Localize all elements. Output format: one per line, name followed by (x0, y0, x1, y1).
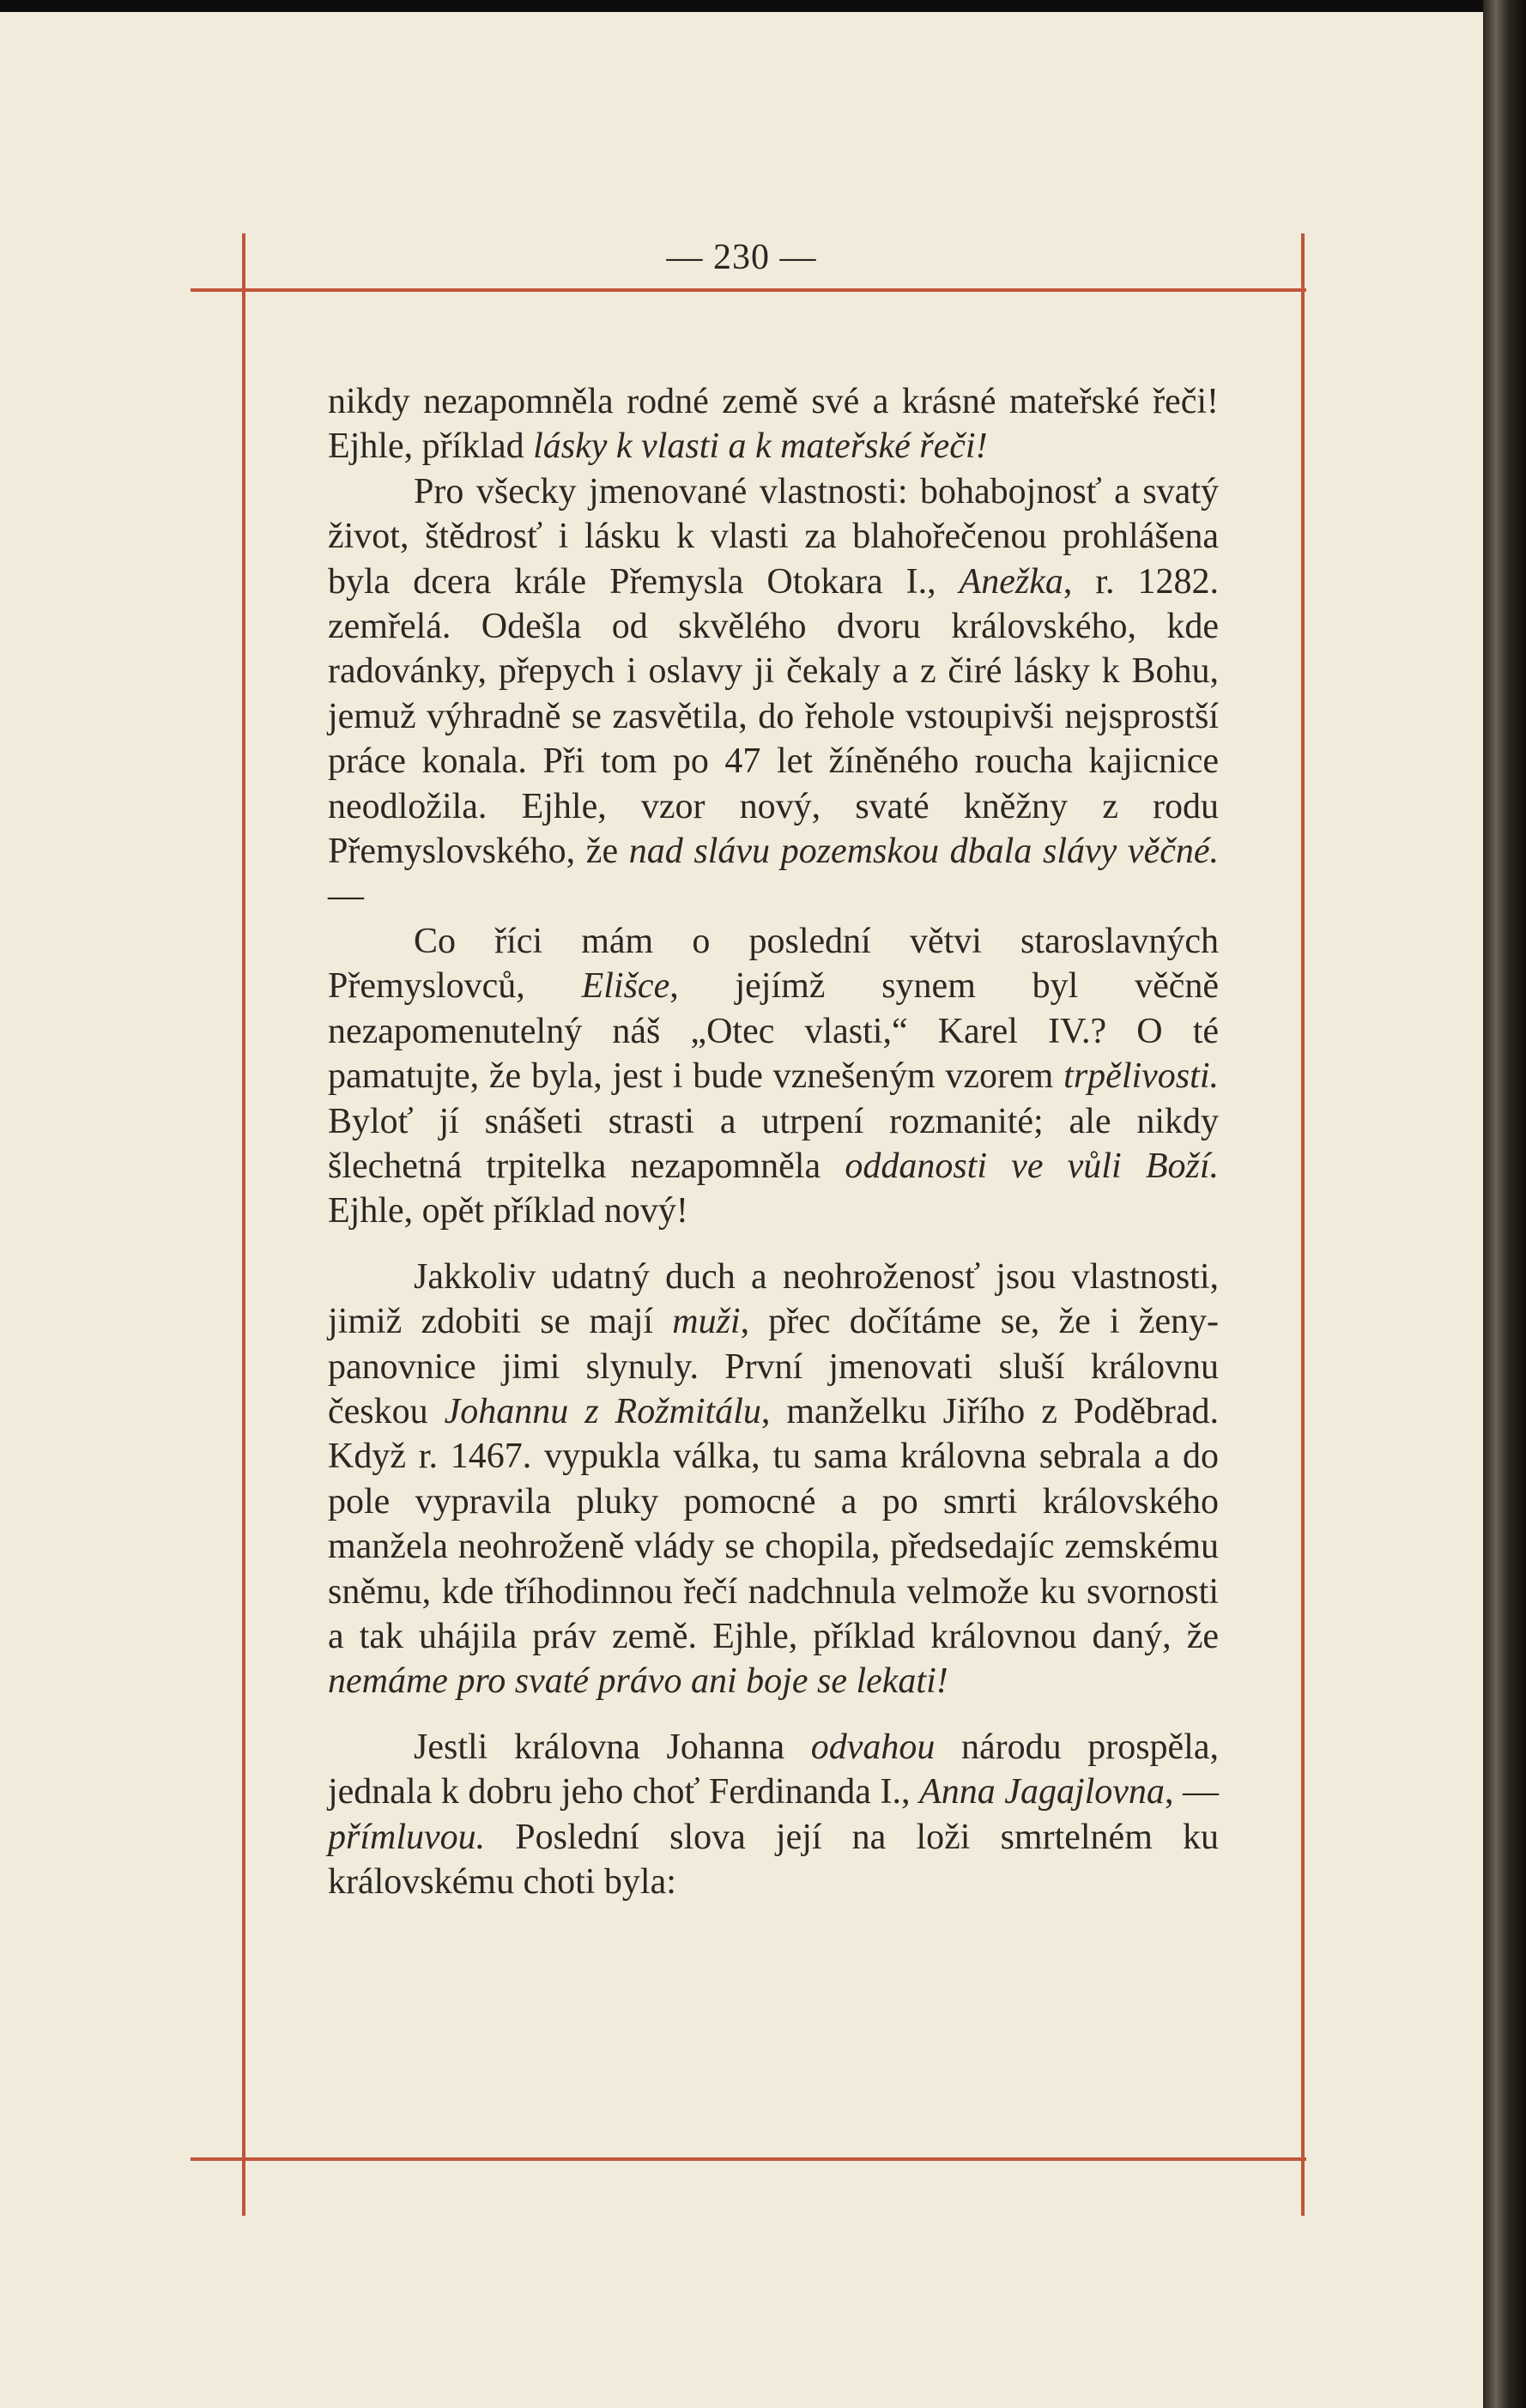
italic-phrase: Anna Jagajlovna (919, 1772, 1165, 1812)
book-spine (1483, 0, 1526, 2408)
paragraph (328, 379, 1219, 469)
frame-bottom-rule (191, 2157, 1306, 2161)
text-run: národu prospěla, jednala k dobru jeho choť Ferdinanda I., (328, 1727, 1219, 1812)
italic-phrase: lásky k vlasti a k mateřské řeči! (533, 427, 988, 467)
italic-phrase: Johannu z Rožmitálu (444, 1391, 761, 1431)
italic-phrase: muži (672, 1302, 741, 1342)
book-page (0, 12, 1483, 2408)
text-run: , r. 1282. zemřelá. Odešla od skvělého dvoru královského, kde radovánky, přepych i oslavy ji čekaly a z čiré lásky k Bohu, jemuž výhradně se zasvětila, do řehole vstoupivši nejsprostší práce konala. Při tom po 47 let žíněného roucha kajicnice neodložila. Ejhle, vzor nový, svaté kněžny z rodu Přemyslovského, že (328, 561, 1219, 872)
text-run: Ejhle, opět příklad nový! (328, 1191, 688, 1231)
page-number: — 230 — (666, 238, 817, 277)
italic-phrase: nemáme pro svaté právo ani boje se lekati! (328, 1661, 948, 1702)
paragraph (328, 919, 1219, 1234)
text-run: Byloť jí snášeti strasti a utrpení rozmanité; ale nikdy šlechetná trpitelka nezapomněla (328, 1101, 1219, 1186)
text-run: , přec dočítáme se, že i ženy-panovnice jimi slynuly. První jmenovati sluší královnu českou (328, 1302, 1219, 1431)
frame-left-rule (242, 233, 245, 2216)
italic-phrase: Anežka (959, 561, 1063, 602)
text-run: , — (1164, 1772, 1220, 1812)
text-run: nikdy nezapomněla rodné země své a krásné mateřské řeči! Ejhle, příklad (328, 382, 1219, 467)
paragraph (328, 1255, 1219, 1704)
text-run: Jestli královna Johanna (414, 1727, 811, 1767)
text-run: Poslední slova její na loži smrtelném ku královskému choti byla: (328, 1817, 1219, 1902)
frame-top-rule (191, 288, 1306, 292)
text-run: , jejímž synem byl věčně nezapomenutelný náš „Otec vlasti,“ Karel IV.? O té pamatujte, že byla, jest i bude vznešeným vzorem (328, 966, 1220, 1097)
italic-phrase: odvahou (810, 1727, 936, 1767)
frame-right-rule (1301, 233, 1305, 2216)
body-text (328, 379, 1219, 1904)
paragraph (328, 1725, 1219, 1905)
italic-phrase: nad slávu pozemskou dbala slávy věčné. (628, 832, 1219, 872)
text-run: Co říci mám o poslední větvi staroslavných Přemyslovců, (328, 921, 1219, 1007)
top-edge (0, 0, 1526, 12)
italic-phrase: přímluvou. (328, 1817, 486, 1857)
text-run: , manželku Jiřího z Poděbrad. Když r. 1467. vypukla válka, tu sama královna sebrala a do pole vypravila pluky pomocné a po smrti královského manžela neohroženě vlády se chopila, předsedajíc zemskému sněmu, kde tříhodinnou řečí nadchnula velmože ku svornosti a tak uhájila práv země. Ejhle, příklad královnou daný, že (328, 1391, 1219, 1656)
italic-phrase: trpělivosti. (1063, 1056, 1219, 1097)
paragraph (328, 469, 1219, 919)
text-run: Jakkoliv udatný duch a neohroženosť jsou vlastnosti, jimiž zdobiti se mají (328, 1256, 1219, 1342)
italic-phrase: Elišce (581, 966, 670, 1007)
text-run: — (328, 876, 364, 917)
text-run: Pro všecky jmenované vlastnosti: bohabojnosť a svatý život, štědrosť i lásku k vlasti za blahořečenou prohlášena byla dcera krále Přemysla Otokara I., (328, 471, 1219, 602)
italic-phrase: oddanosti ve vůli Boží. (845, 1146, 1219, 1186)
